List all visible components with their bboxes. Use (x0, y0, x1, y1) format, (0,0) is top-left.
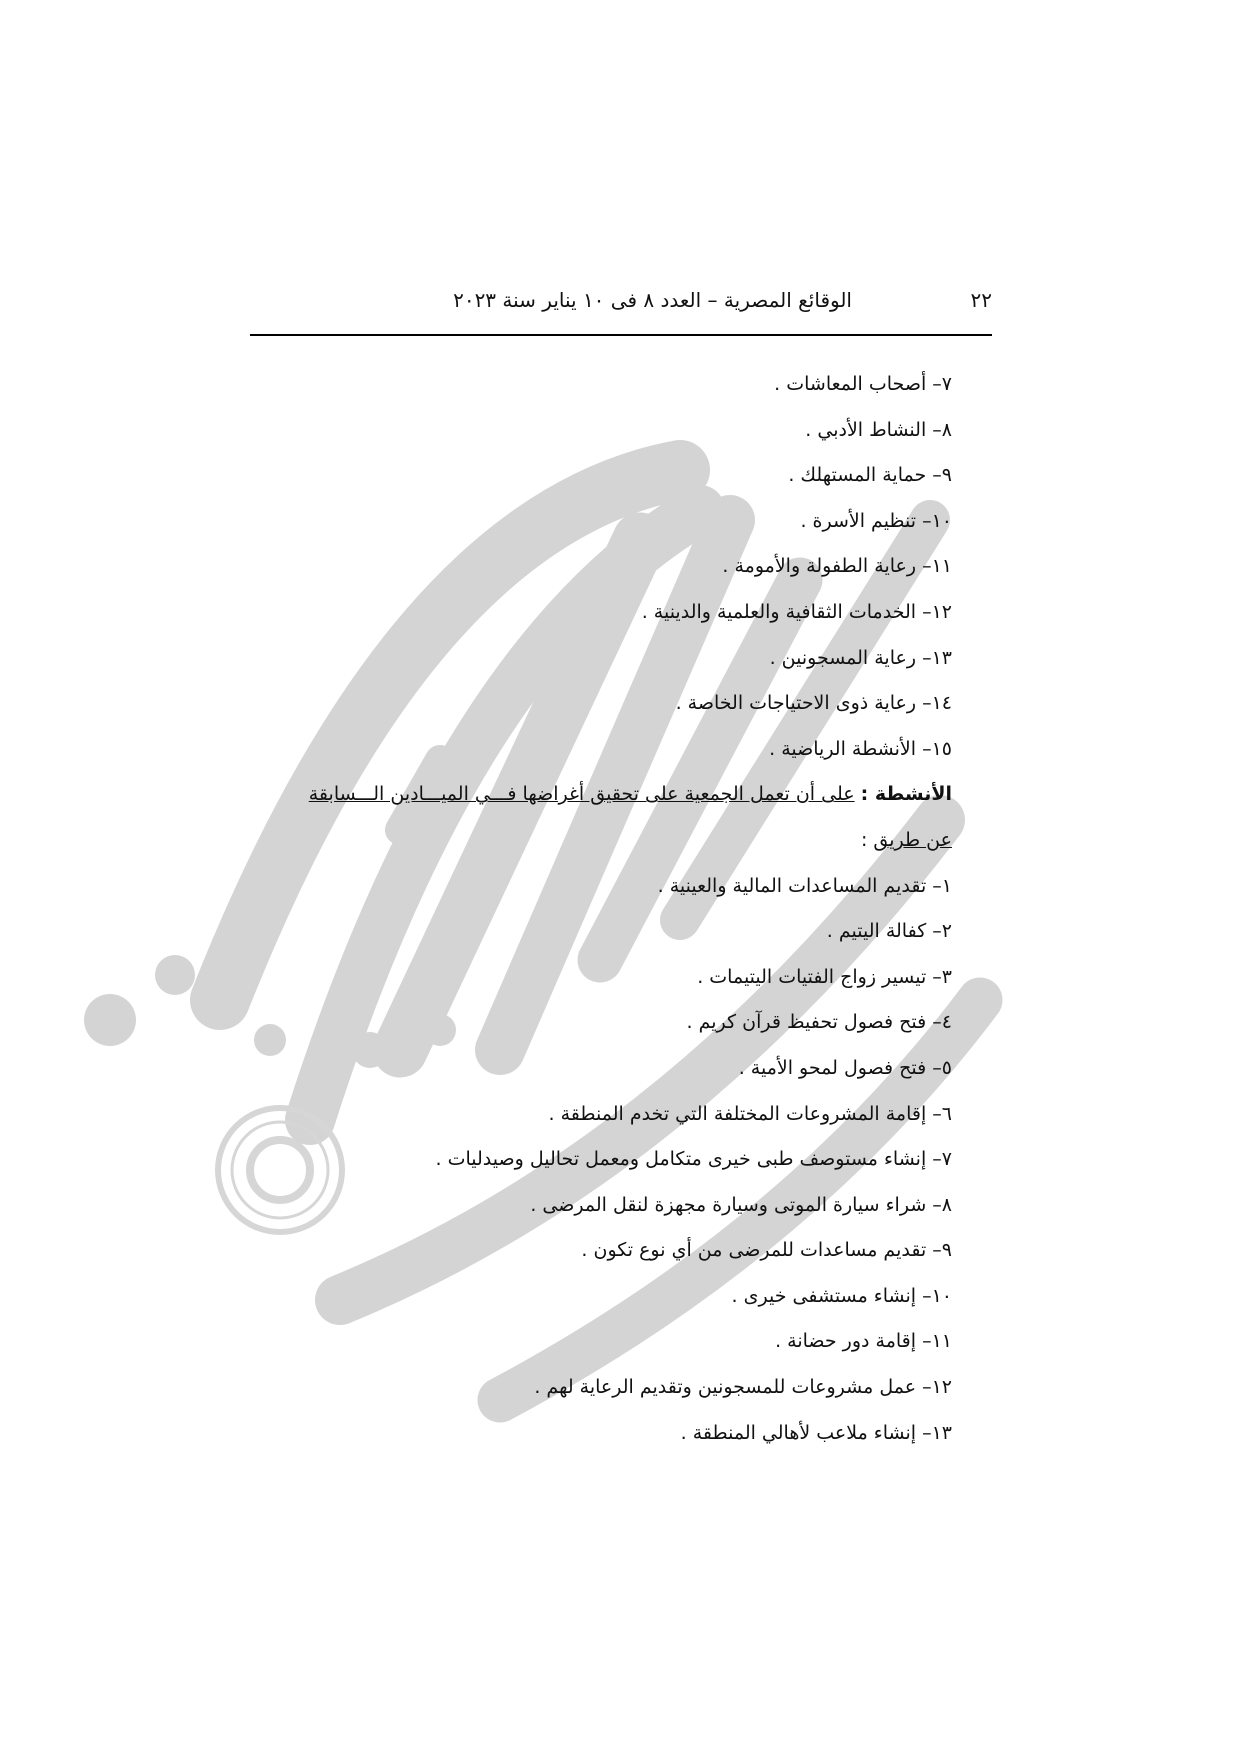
list-item: ١٢– عمل مشروعات للمسجونين وتقديم الرعاية لهم . (534, 1376, 952, 1399)
list-item: ١٥– الأنشطة الرياضية . (769, 737, 952, 760)
list-item: ٦– إقامة المشروعات المختلفة التي تخدم المنطقة . (548, 1102, 952, 1125)
list-item: ٢– كفالة اليتيم . (826, 920, 952, 943)
activities-intro (250, 772, 952, 818)
activities-intro-underlined: عن طريق (873, 828, 952, 851)
list-item: ١١– إقامة دور حضانة . (775, 1330, 952, 1353)
list-item: ٣– تيسير زواج الفتيات اليتيمات . (697, 965, 952, 988)
list-item: ٧– إنشاء مستوصف طبى خيرى متكامل ومعمل تحاليل وصيدليات . (435, 1148, 952, 1171)
list-item: ٨– شراء سيارة الموتى وسيارة مجهزة لنقل المرضى . (530, 1193, 952, 1216)
list-item: ١– تقديم المساعدات المالية والعينية . (657, 874, 952, 897)
document-body (250, 362, 952, 1456)
list-item: ١٢– الخدمات الثقافية والعلمية والدينية . (641, 600, 952, 623)
list-item: ٧– أصحاب المعاشات . (774, 373, 952, 395)
page-header (250, 282, 992, 336)
list-item: ٤– فتح فصول تحفيظ قرآن كريم . (686, 1011, 952, 1034)
activities-intro-text: على أن تعمل الجمعية على تحقيق أغراضها فـــي الميـــادين الـــسابقة (308, 783, 855, 806)
gazette-title: الوقائع المصرية – العدد ٨ فى ١٠ يناير سنة ٢٠٢٣ (453, 288, 852, 312)
list-item: ٩– تقديم مساعدات للمرضى من أي نوع تكون . (581, 1239, 952, 1262)
list-item: ١٣– إنشاء ملاعب لأهالي المنطقة . (680, 1421, 952, 1444)
list-item: ١٣– رعاية المسجونين . (769, 646, 952, 669)
list-item: ٨– النشاط الأدبي . (805, 418, 952, 441)
list-item: ١٤– رعاية ذوى الاحتياجات الخاصة . (675, 692, 952, 715)
page-number: ٢٢ (970, 288, 992, 312)
list-item: ٥– فتح فصول لمحو الأمية . (738, 1056, 952, 1079)
list-item: ١٠– تنظيم الأسرة . (800, 509, 952, 532)
list-item: ١١– رعاية الطفولة والأمومة . (722, 555, 952, 578)
activities-label: الأنشطة : (860, 783, 952, 806)
activities-intro-continued (250, 818, 952, 864)
activities-intro-tail: : (860, 828, 874, 851)
list-item: ١٠– إنشاء مستشفى خيرى . (731, 1284, 952, 1307)
list-item: ٩– حماية المستهلك . (788, 464, 952, 487)
